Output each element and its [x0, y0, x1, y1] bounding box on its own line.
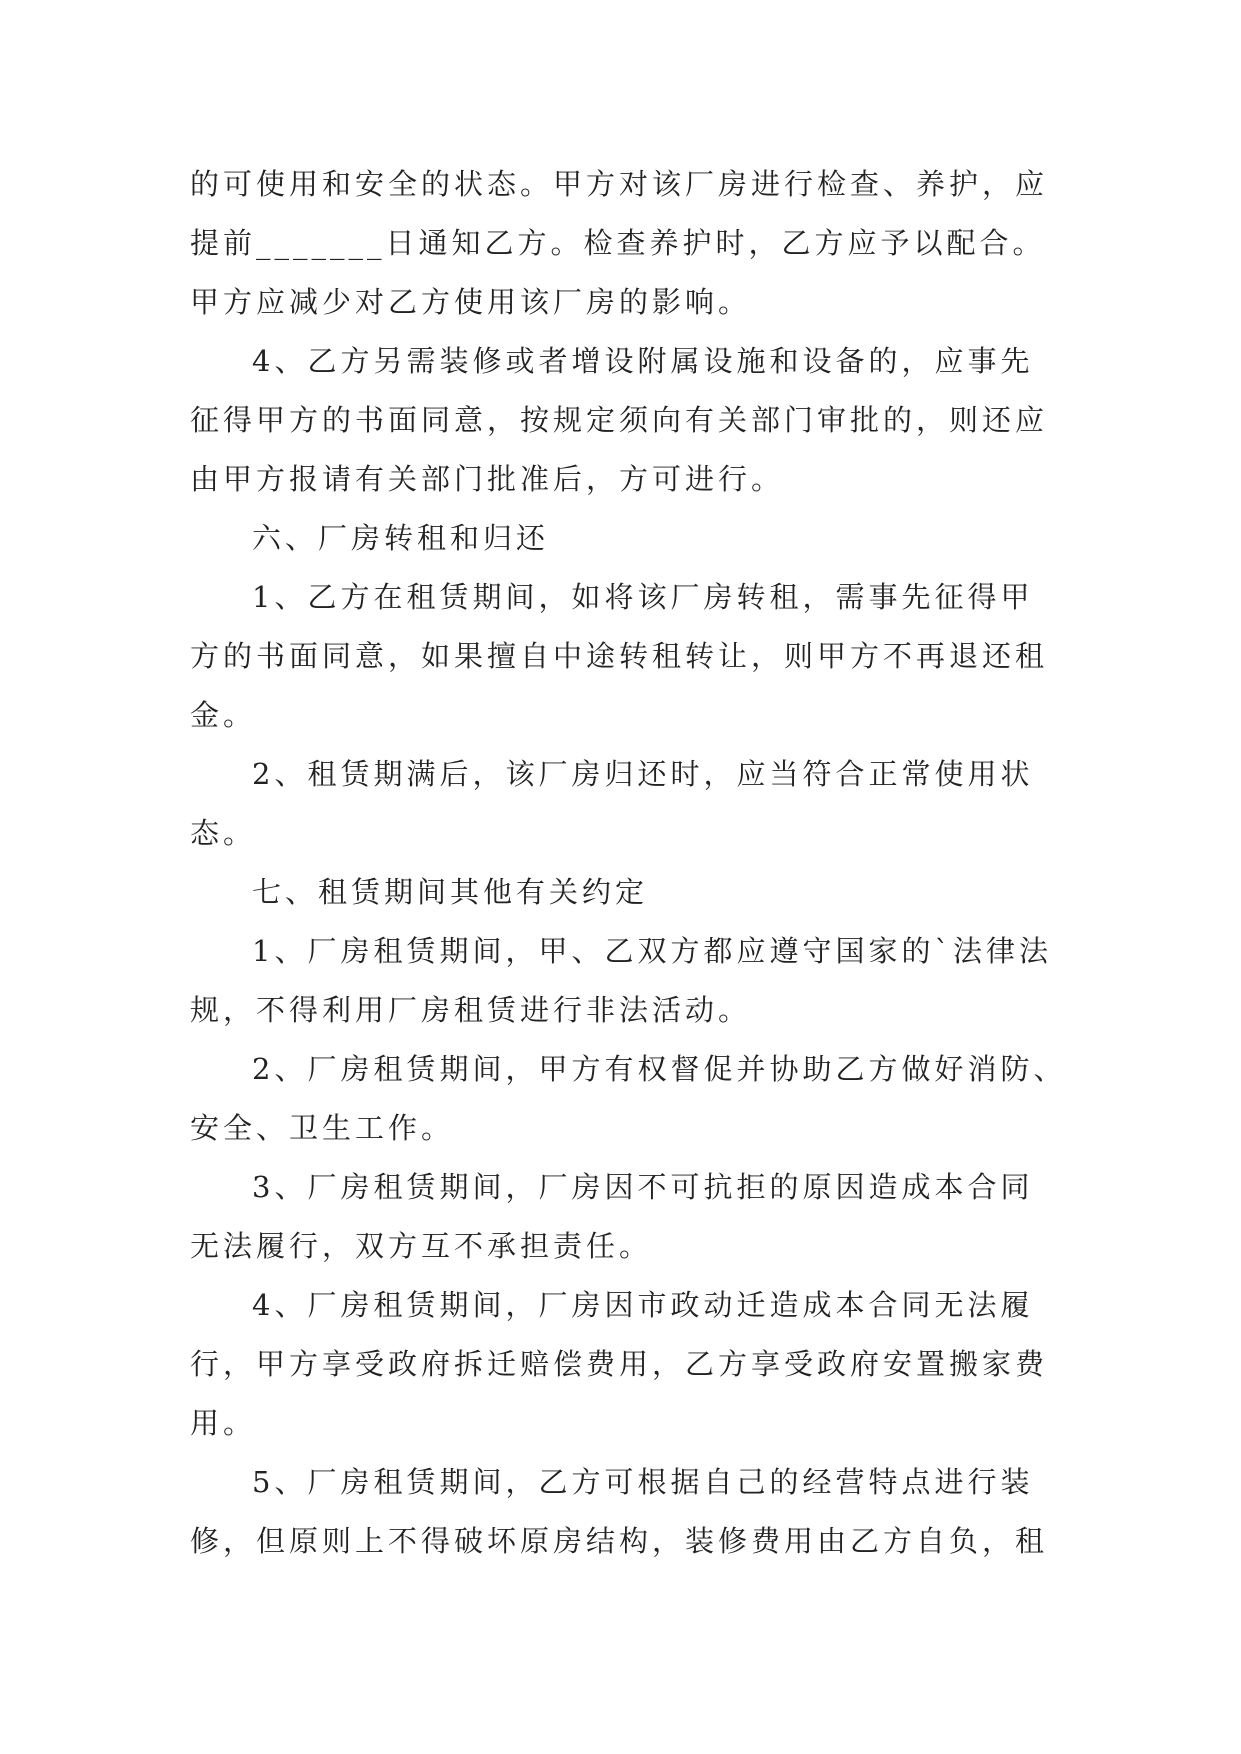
text-line: 提前_______日通知乙方。检查养护时，乙方应予以配合。 — [190, 226, 1046, 260]
text-line: 安全、卫生工作。 — [190, 1111, 455, 1145]
document-body — [190, 155, 1067, 1571]
text-line: 1、乙方在租赁期间，如将该厂房转租，需事先征得甲 — [252, 580, 1034, 614]
text-line: 2、厂房租赁期间，甲方有权督促并协助乙方做好消防、 — [252, 1052, 1067, 1086]
text-line: 的可使用和安全的状态。甲方对该厂房进行检查、养护，应 — [190, 167, 1049, 201]
text-line: 甲方应减少对乙方使用该厂房的影响。 — [190, 285, 752, 319]
text-line: 5、厂房租赁期间，乙方可根据自己的经营特点进行装 — [252, 1465, 1034, 1499]
text-line: 规，不得利用厂房租赁进行非法活动。 — [190, 993, 752, 1027]
text-line: 1、厂房租赁期间，甲、乙双方都应遵守国家的`法律法 — [252, 934, 1052, 968]
text-line: 由甲方报请有关部门批准后，方可进行。 — [190, 462, 785, 496]
text-line: 行，甲方享受政府拆迁赔偿费用，乙方享受政府安置搬家费 — [190, 1347, 1049, 1381]
text-line: 4、厂房租赁期间，厂房因市政动迁造成本合同无法履 — [252, 1288, 1034, 1322]
text-line: 修，但原则上不得破坏原房结构，装修费用由乙方自负，租 — [190, 1524, 1049, 1558]
text-line: 态。 — [190, 816, 257, 850]
text-line: 征得甲方的书面同意，按规定须向有关部门审批的，则还应 — [190, 403, 1049, 437]
text-line: 金。 — [190, 698, 257, 732]
text-line: 无法履行，双方互不承担责任。 — [190, 1229, 653, 1263]
section-heading: 七、租赁期间其他有关约定 — [252, 875, 649, 909]
text-line: 2、租赁期满后，该厂房归还时，应当符合正常使用状 — [252, 757, 1034, 791]
section-heading: 六、厂房转租和归还 — [252, 521, 550, 555]
text-line: 3、厂房租赁期间，厂房因不可抗拒的原因造成本合同 — [252, 1170, 1034, 1204]
text-line: 方的书面同意，如果擅自中途转租转让，则甲方不再退还租 — [190, 639, 1049, 673]
text-line: 用。 — [190, 1406, 257, 1440]
text-line: 4、乙方另需装修或者增设附属设施和设备的，应事先 — [252, 344, 1034, 378]
